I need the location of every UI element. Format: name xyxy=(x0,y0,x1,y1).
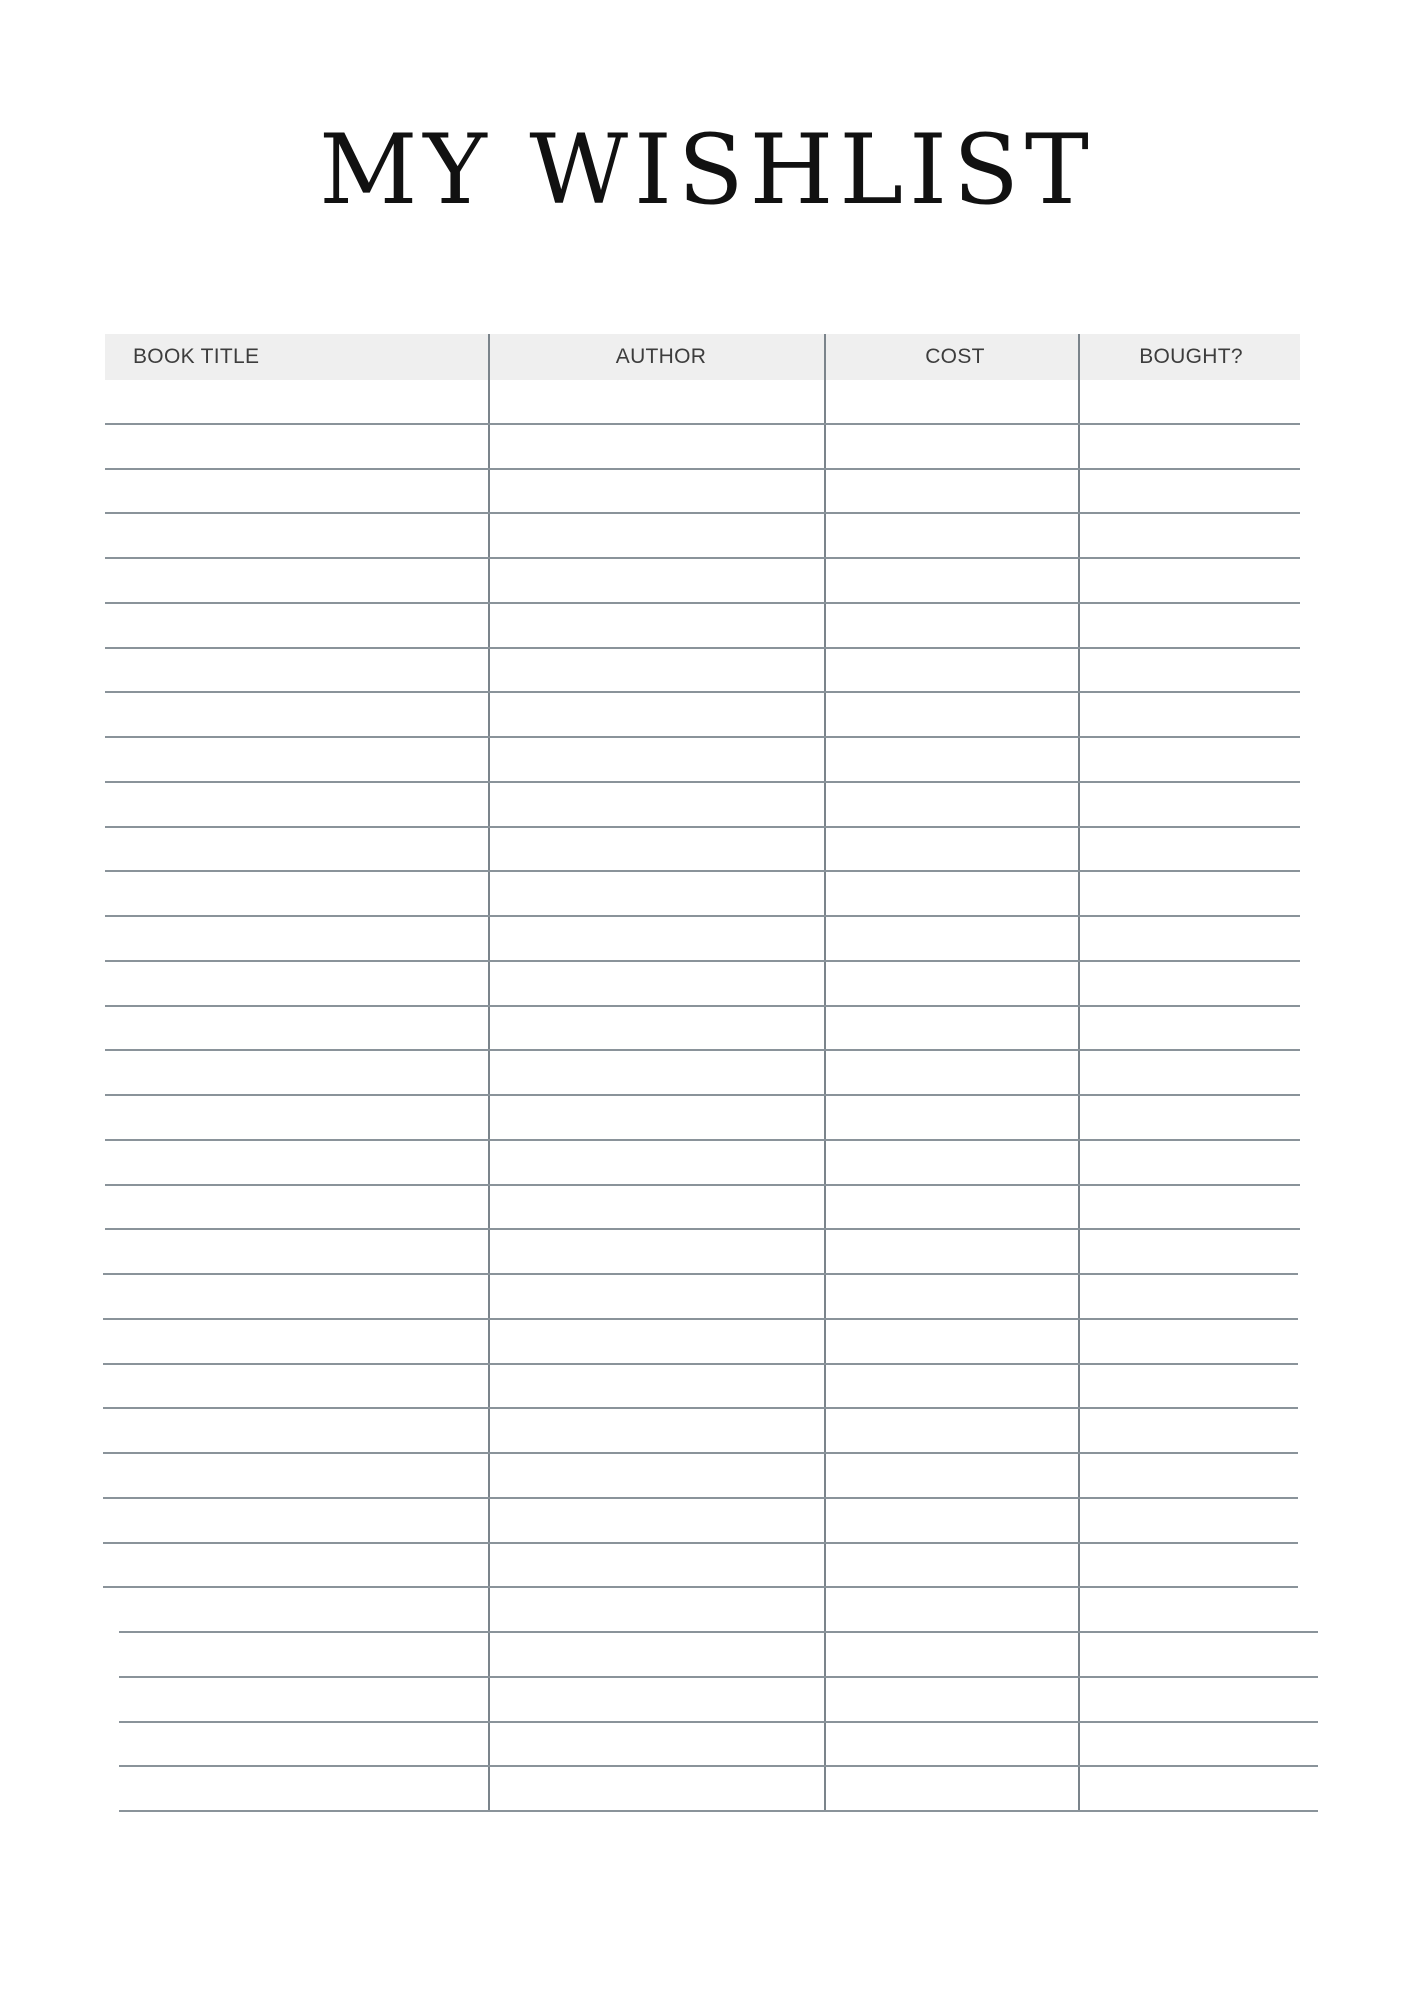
column-header-book-title: BOOK TITLE xyxy=(133,345,260,368)
table-row[interactable] xyxy=(105,870,1300,872)
table-row[interactable] xyxy=(105,1228,1300,1230)
table-rows xyxy=(105,334,1312,1824)
table-row[interactable] xyxy=(105,602,1300,604)
table-row[interactable] xyxy=(119,1765,1318,1767)
table-row[interactable] xyxy=(105,1094,1300,1096)
table-row[interactable] xyxy=(105,781,1300,783)
table-row[interactable] xyxy=(103,1318,1298,1320)
table-row[interactable] xyxy=(105,826,1300,828)
column-header-cost: COST xyxy=(925,345,985,368)
table-row[interactable] xyxy=(105,1005,1300,1007)
column-header-bought: BOUGHT? xyxy=(1139,345,1243,368)
column-header-author: AUTHOR xyxy=(615,345,707,368)
table-row[interactable] xyxy=(103,1586,1298,1588)
table-row[interactable] xyxy=(105,647,1300,649)
table-row[interactable] xyxy=(105,1139,1300,1141)
table-row[interactable] xyxy=(105,1184,1300,1186)
table-row[interactable] xyxy=(103,1273,1298,1275)
table-row[interactable] xyxy=(103,1497,1298,1499)
table-row[interactable] xyxy=(103,1452,1298,1454)
table-row[interactable] xyxy=(105,512,1300,514)
table-row[interactable] xyxy=(119,1721,1318,1723)
table-row[interactable] xyxy=(119,1676,1318,1678)
table-row[interactable] xyxy=(103,1363,1298,1365)
table-row[interactable] xyxy=(119,1631,1318,1633)
table-row[interactable] xyxy=(105,691,1300,693)
table-row[interactable] xyxy=(105,736,1300,738)
page-title: MY WISHLIST xyxy=(319,114,1095,226)
table-row[interactable] xyxy=(105,557,1300,559)
wishlist-table xyxy=(105,334,1312,1824)
table-row[interactable] xyxy=(103,1407,1298,1409)
table-row[interactable] xyxy=(105,468,1300,470)
table-row[interactable] xyxy=(105,1049,1300,1051)
table-row[interactable] xyxy=(105,960,1300,962)
table-row[interactable] xyxy=(105,915,1300,917)
table-row[interactable] xyxy=(119,1810,1318,1812)
table-row[interactable] xyxy=(103,1542,1298,1544)
table-row[interactable] xyxy=(105,423,1300,425)
